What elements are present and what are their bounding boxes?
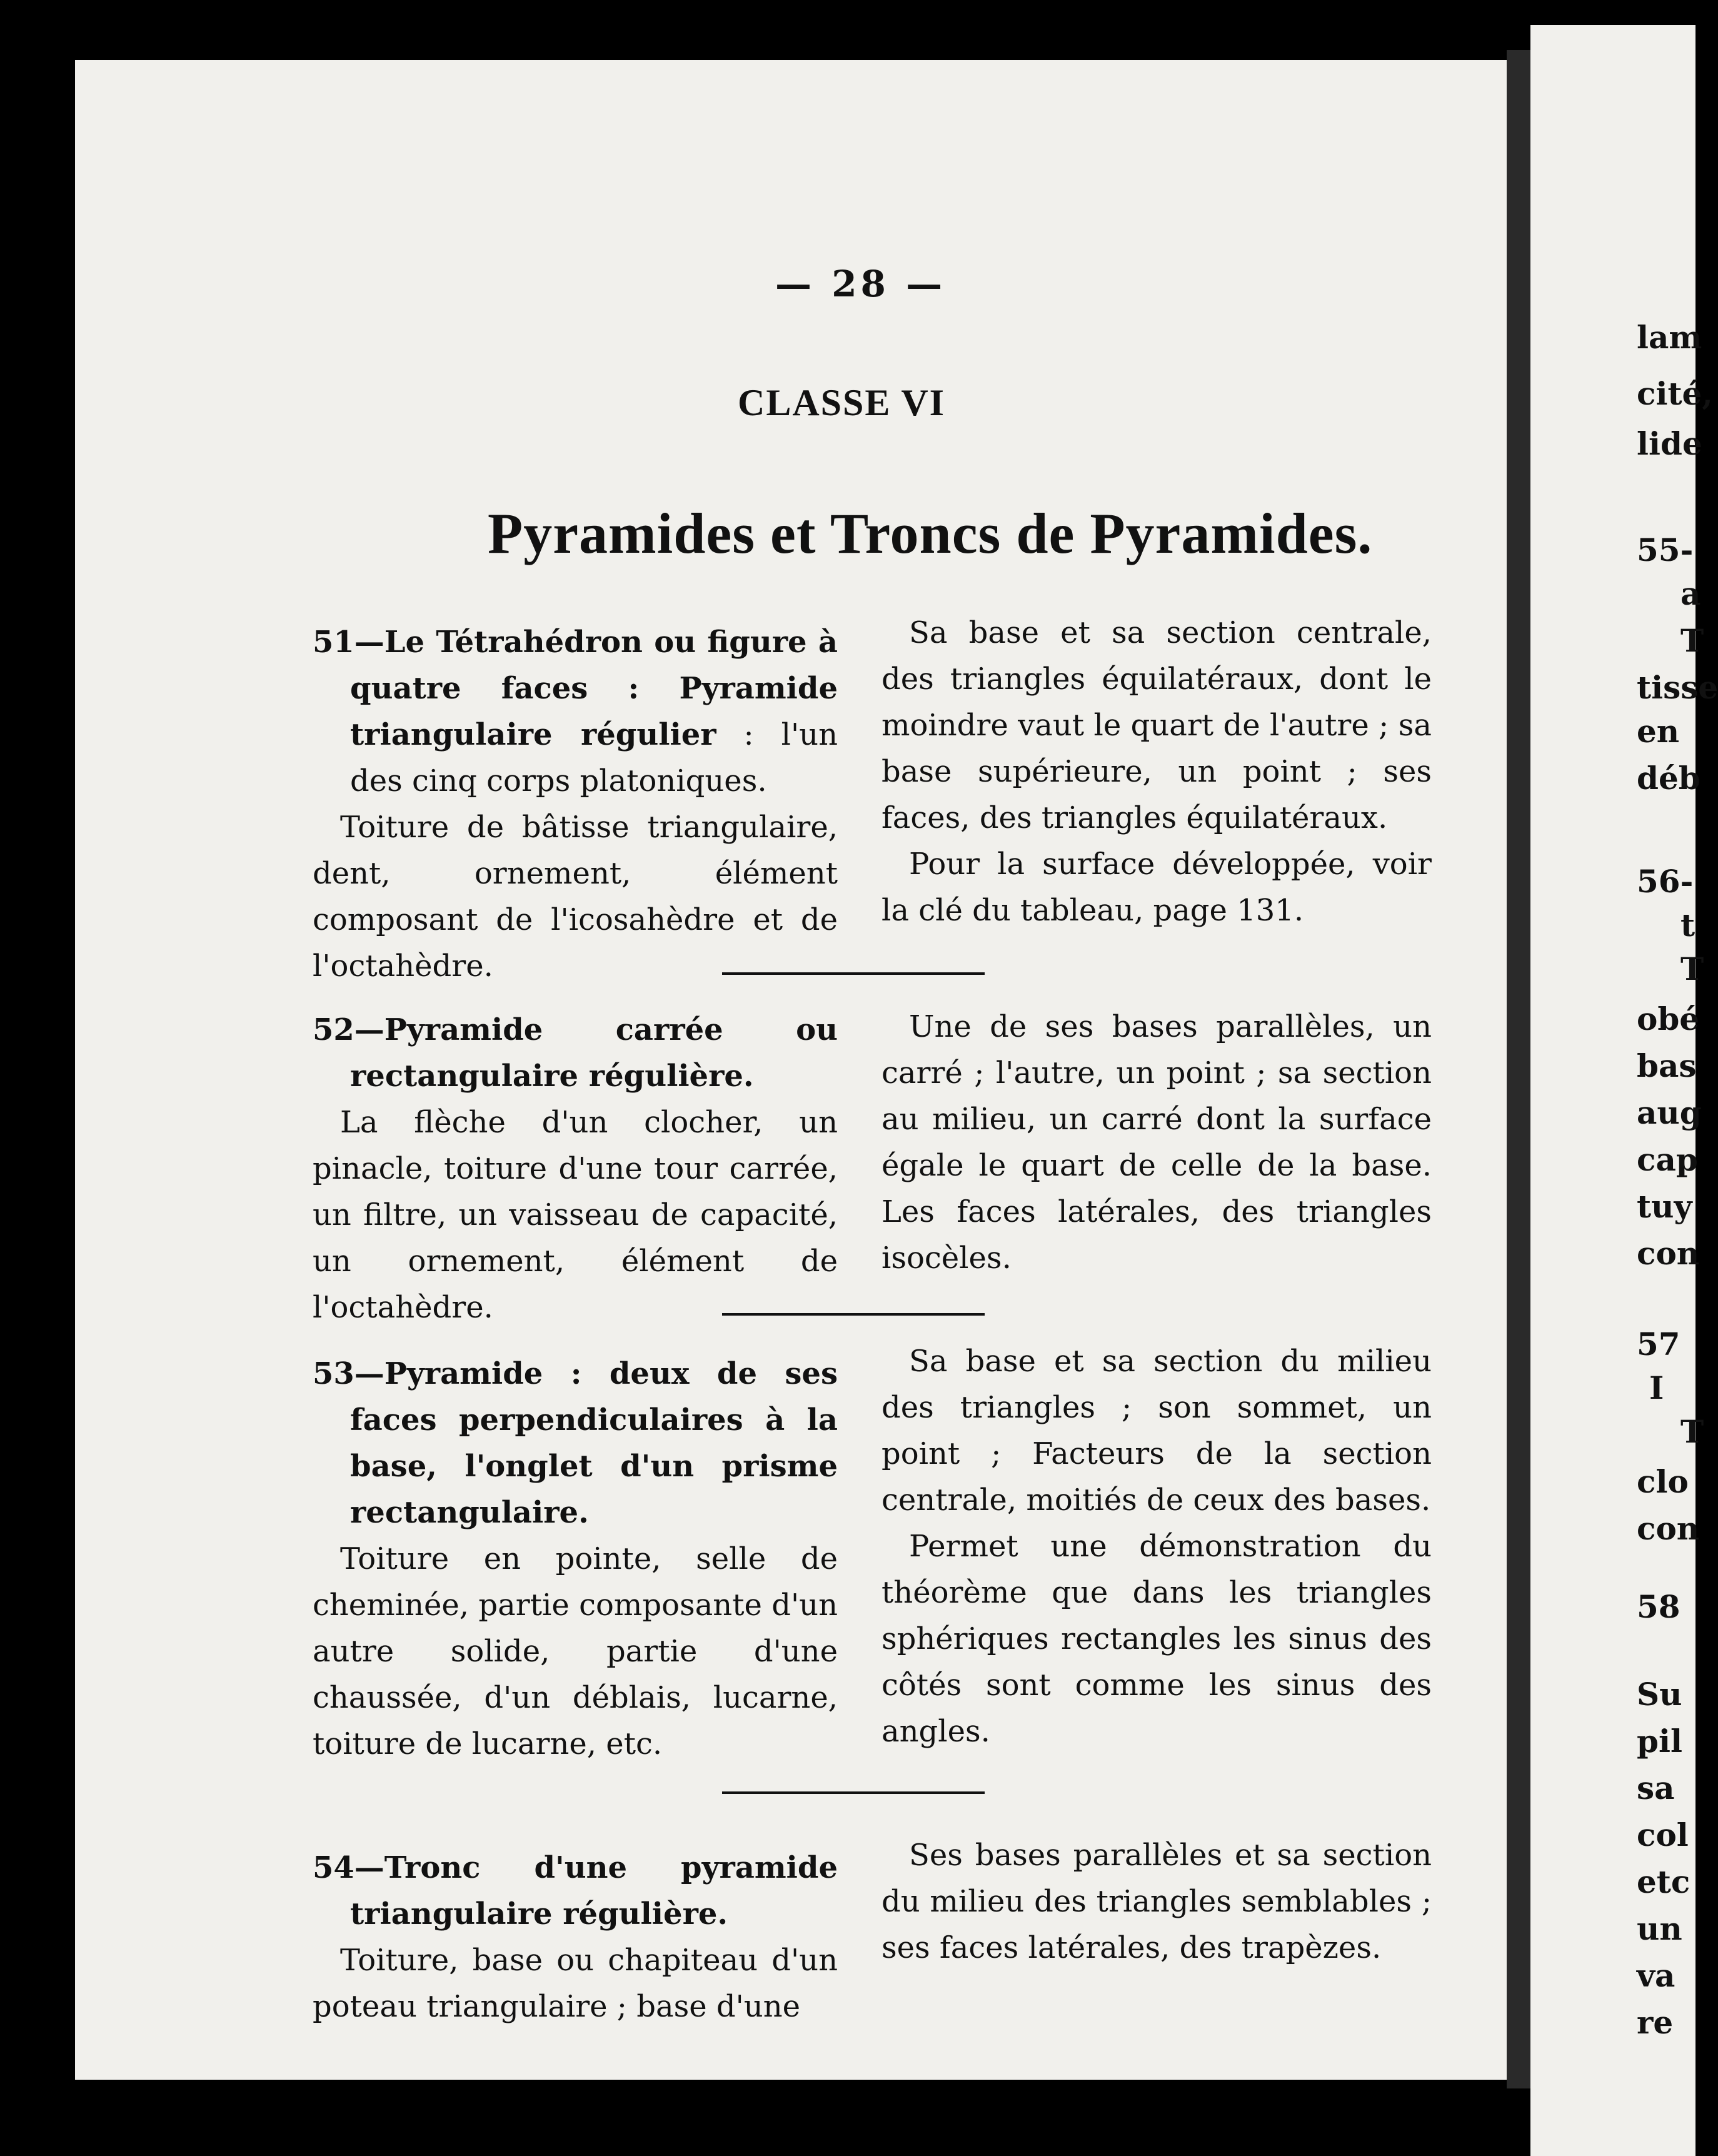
fragment: déb [1637,760,1700,797]
fragment: T [1680,950,1704,987]
section-heading-rest: : l'un des cinq corps platoniques. [350,717,838,798]
section-usage: Toiture en pointe, selle de cheminée, partie composante d'un autre solide, partie d'une chaussée, d'un déblais, lucarne, toiture de lucarne, etc. [313,1541,838,1761]
section-number: 51— [313,625,384,660]
fragment: 58 [1637,1588,1680,1625]
section-description: Permet une démonstration du théorème que dans les triangles sphériques rectangles les sinus des côtés sont comme les sinus des angles. [882,1529,1432,1749]
fragment: lide [1637,425,1702,462]
fragment: sa [1637,1770,1675,1806]
section-51-left [313,619,838,989]
fragment: 56- [1637,863,1694,900]
section-51-right [882,610,1432,934]
fragment: cap [1637,1141,1698,1178]
fragment: cité, [1637,375,1713,412]
fragment: bas [1637,1047,1697,1084]
section-53-right [882,1338,1432,1755]
section-description: Sa base et sa section centrale, des triangles équilatéraux, dont le moindre vaut le quart de l'autre ; sa base supérieure, un point ; ses faces, des triangles équilatéraux. [882,615,1432,835]
fragment: con [1637,1235,1700,1272]
section-number: 52— [313,1012,384,1047]
section-54-left [313,1845,838,2030]
fragment: tisse [1637,669,1718,706]
fragment: re [1637,2004,1674,2041]
section-description: Ses bases parallèles et sa section du milieu des triangles semblables ; ses faces latérales, des trapèzes. [882,1838,1432,1965]
section-heading: Tronc d'une pyramide triangulaire régulière. [350,1850,838,1932]
fragment: pil [1637,1723,1682,1760]
section-description: Une de ses bases parallèles, un carré ; l'autre, un point ; sa section au milieu, un carré dont la surface égale le quart de celle de la base. Les faces latérales, des triangles isocèles. [882,1009,1432,1276]
fragment: 57 [1637,1326,1680,1363]
book-spine [1507,50,1530,2088]
section-divider [722,1313,985,1316]
section-54-right [882,1832,1432,1971]
section-usage: Toiture, base ou chapiteau d'un poteau triangulaire ; base d'une [313,1943,838,2024]
section-divider [722,972,985,975]
fragment: aug [1637,1094,1702,1131]
fragment: a [1680,575,1701,612]
next-page-strip [1530,25,1718,2156]
page-title: Pyramides et Troncs de Pyramides. [488,501,1373,565]
section-description: Pour la surface développée, voir la clé du tableau, page 131. [882,847,1432,928]
section-heading: Pyramide carrée ou rectangulaire régulière. [350,1012,838,1094]
fragment: col [1637,1816,1689,1853]
section-divider [722,1791,985,1794]
section-number: 54— [313,1850,384,1885]
fragment: lam [1637,319,1702,356]
fragment: Su [1637,1676,1682,1713]
fragment: T [1680,1413,1704,1450]
fragment: 55- [1637,531,1694,568]
fragment: tuy [1637,1188,1692,1225]
section-52-right [882,1004,1432,1281]
fragment: T [1680,622,1704,659]
page-number: — 28 — [775,263,947,305]
fragment: con [1637,1510,1700,1547]
section-usage: La flèche d'un clocher, un pinacle, toiture d'une tour carrée, un filtre, un vaisseau de capacité, un ornement, élément de l'octahèdre. [313,1105,838,1325]
section-usage: Toiture de bâtisse triangulaire, dent, ornement, élément composant de l'icosahèdre et de l'octahèdre. [313,810,838,984]
fragment: en [1637,713,1680,750]
section-53-left [313,1351,838,1767]
fragment: etc [1637,1863,1690,1900]
fragment: un [1637,1910,1682,1947]
section-52-left [313,1007,838,1331]
fragment: obé [1637,1000,1700,1037]
section-description: Sa base et sa section du milieu des triangles ; son sommet, un point ; Facteurs de la section centrale, moitiés de ceux des bases. [882,1344,1432,1518]
fragment: va [1637,1957,1675,1994]
class-label: CLASSE VI [738,382,946,423]
fragment: I [1649,1369,1664,1406]
section-heading: Le Tétrahédron ou figure à quatre faces : Pyramide triangulaire régulier [350,625,838,752]
section-heading: Pyramide : deux de ses faces perpendiculaires à la base, l'onglet d'un prisme rectangulaire. [350,1356,838,1530]
fragment: clo [1637,1463,1689,1500]
section-number: 53— [313,1356,384,1391]
fragment: t [1680,907,1695,944]
